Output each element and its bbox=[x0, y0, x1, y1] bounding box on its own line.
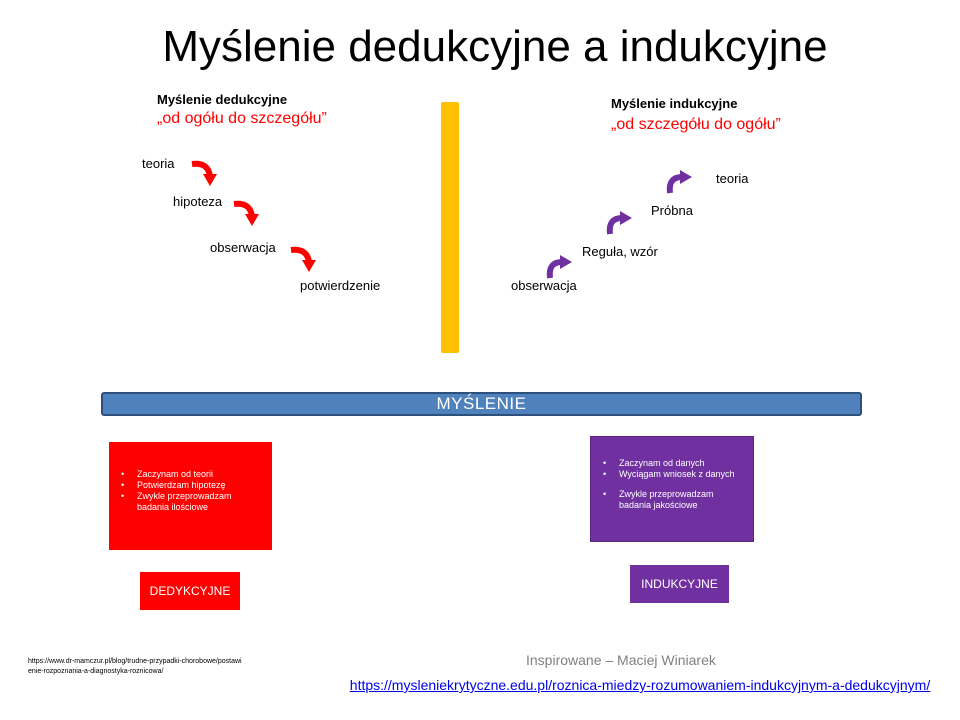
inductive-step-tentative: Próbna bbox=[651, 203, 693, 218]
inductive-box-item: • Zaczynam od danych bbox=[619, 458, 745, 469]
curved-arrow-up-right-icon bbox=[664, 165, 694, 195]
page-title: Myślenie dedukcyjne a indukcyjne bbox=[162, 22, 828, 71]
curved-arrow-up-right-icon bbox=[604, 206, 634, 236]
thinking-bar: MYŚLENIE bbox=[101, 392, 862, 416]
inductive-step-rule: Reguła, wzór bbox=[582, 244, 658, 259]
inductive-motto: „od szczegółu do ogółu” bbox=[611, 116, 781, 133]
curved-arrow-down-right-icon bbox=[232, 198, 262, 228]
deductive-motto: „od ogółu do szczegółu” bbox=[157, 110, 327, 127]
deductive-box-item: • Zwykle przeprowadzam badania ilościowe bbox=[137, 491, 264, 513]
deductive-step-confirmation: potwierdzenie bbox=[300, 278, 381, 293]
source-url: https://www.dr-mamczur.pl/blog/trudne-przypadki-chorobowe/postawienie-rozpoznania-a-diagnostyka-roznicowa/ bbox=[28, 658, 242, 675]
inductive-box bbox=[590, 436, 754, 542]
deductive-step-observation: obserwacja bbox=[210, 240, 276, 255]
curved-arrow-down-right-icon bbox=[289, 244, 319, 274]
deductive-box-item: • Potwierdzam hipotezę bbox=[137, 480, 264, 491]
curved-arrow-down-right-icon bbox=[190, 158, 220, 188]
deductive-step-theory: teoria bbox=[142, 156, 175, 171]
deductive-step-hypothesis: hipoteza bbox=[173, 194, 223, 209]
inductive-step-observation: obserwacja bbox=[511, 278, 577, 293]
inductive-box-item: • Wyciągam wniosek z danych bbox=[619, 469, 745, 480]
credit-text: Inspirowane – Maciej Winiarek bbox=[526, 652, 716, 668]
inductive-heading: Myślenie indukcyjne bbox=[611, 96, 738, 111]
yellow-divider bbox=[441, 102, 459, 353]
inductive-box-item: • Zwykle przeprowadzam badania jakościowe bbox=[619, 489, 729, 511]
deductive-box-item: • Zaczynam od teorii bbox=[137, 469, 264, 480]
source-link[interactable]: https://mysleniekrytyczne.edu.pl/roznica-miedzy-rozumowaniem-indukcyjnym-a-dedukcyjnym/ bbox=[349, 677, 931, 693]
inductive-step-theory: teoria bbox=[716, 171, 749, 186]
curved-arrow-up-right-icon bbox=[544, 250, 574, 280]
deductive-heading: Myślenie dedukcyjne bbox=[157, 92, 288, 107]
inductive-label: INDUKCYJNE bbox=[630, 565, 729, 603]
deductive-box bbox=[109, 442, 272, 550]
deductive-label: DEDYKCYJNE bbox=[140, 572, 240, 610]
